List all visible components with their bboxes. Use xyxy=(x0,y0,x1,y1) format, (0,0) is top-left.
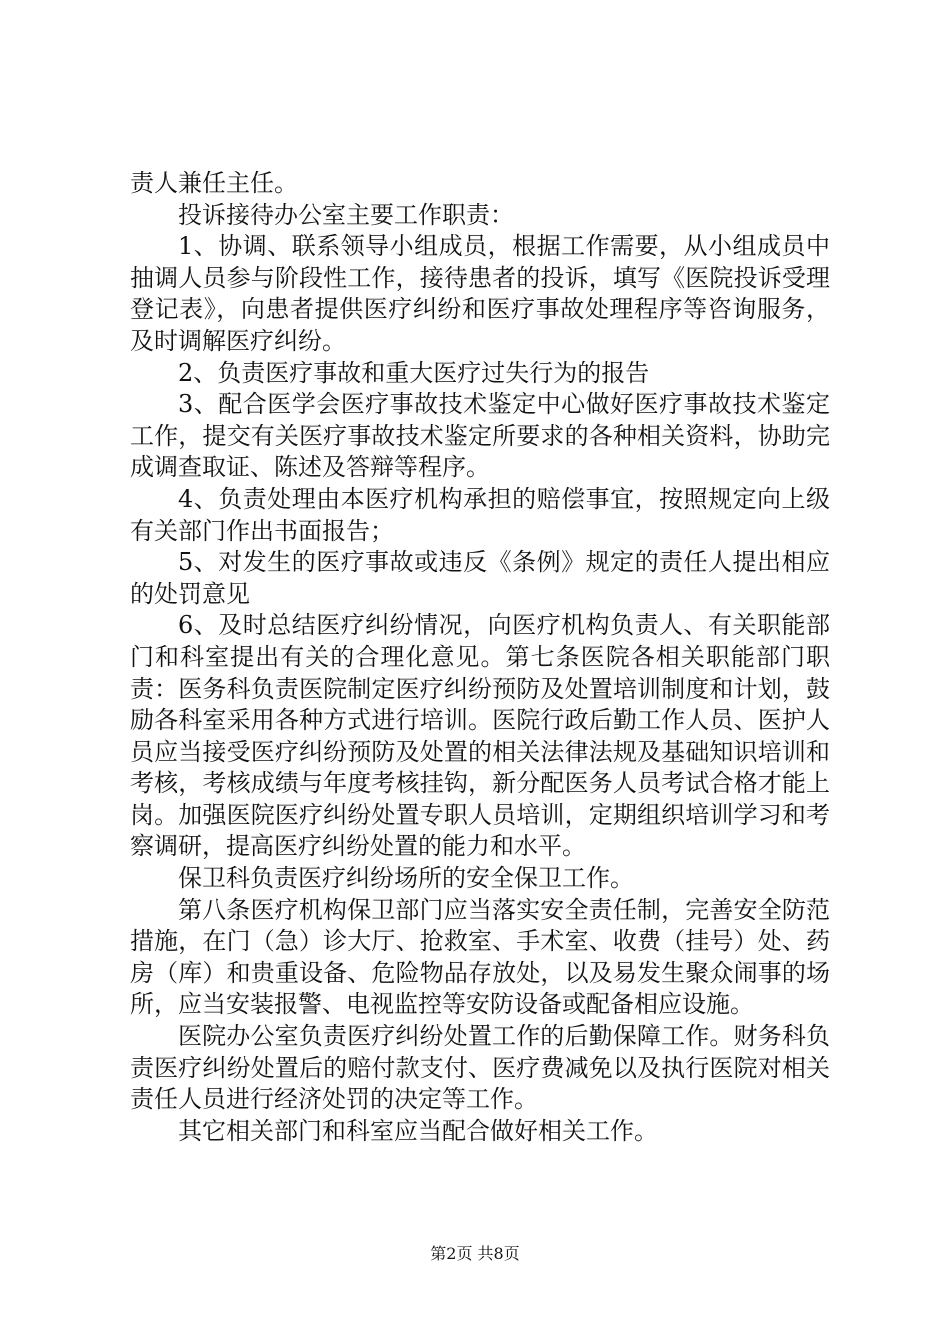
paragraph-11: 医院办公室负责医疗纠纷处置工作的后勤保障工作。财务科负责医疗纠纷处置后的赔付款支付、医疗费减免以及执行医院对相关责任人员进行经济处罚的决定等工作。 xyxy=(130,1022,830,1114)
paragraph-5: 3、配合医学会医疗事故技术鉴定中心做好医疗事故技术鉴定工作，提交有关医疗事故技术鉴定所要求的各种相关资料，协助完成调查取证、陈述及答辩等程序。 xyxy=(130,390,830,482)
page-footer: 第2页 共8页 xyxy=(430,1244,520,1263)
paragraph-9: 保卫科负责医疗纠纷场所的安全保卫工作。 xyxy=(178,864,634,893)
paragraph-12: 其它相关部门和科室应当配合做好相关工作。 xyxy=(178,1116,658,1145)
paragraph-10: 第八条医疗机构保卫部门应当落实安全责任制，完善安全防范措施，在门（急）诊大厅、抢救室、手术室、收费（挂号）处、药房（库）和贵重设备、危险物品存放处，以及易发生聚众闹事的场所，应当安装报警、电视监控等安防设备或配备相应设施。 xyxy=(130,895,830,1019)
paragraph-4: 2、负责医疗事故和重大医疗过失行为的报告 xyxy=(178,358,650,387)
paragraph-1: 责人兼任主任。 xyxy=(130,169,298,197)
paragraph-6: 4、负责处理由本医疗机构承担的赔偿事宜，按照规定向上级有关部门作出书面报告； xyxy=(130,484,830,545)
paragraph-7: 5、对发生的医疗事故或违反《条例》规定的责任人提出相应的处罚意见 xyxy=(130,548,830,608)
paragraph-8: 6、及时总结医疗纠纷情况，向医疗机构负责人、有关职能部门和科室提出有关的合理化意见。第七条医院各相关职能部门职责：医务科负责医院制定医疗纠纷预防及处置培训制度和计划，鼓励各科室采用各种方式进行培训。医院行政后勤工作人员、医护人员应当接受医疗纠纷预防及处置的相关法律法规及基础知识培训和考核，考核成绩与年度考核挂钩，新分配医务人员考试合格才能上岗。加强医院医疗纠纷处置专职人员培训，定期组织培训学习和考察调研，提高医疗纠纷处置的能力和水平。 xyxy=(130,611,830,861)
document-body xyxy=(130,168,830,1147)
paragraph-3: 1、协调、联系领导小组成员，根据工作需要，从小组成员中抽调人员参与阶段性工作，接待患者的投诉，填写《医院投诉受理登记表》，向患者提供医疗纠纷和医疗事故处理程序等咨询服务，及时调解医疗纠纷。 xyxy=(130,232,830,355)
paragraph-2: 投诉接待办公室主要工作职责： xyxy=(178,200,514,229)
